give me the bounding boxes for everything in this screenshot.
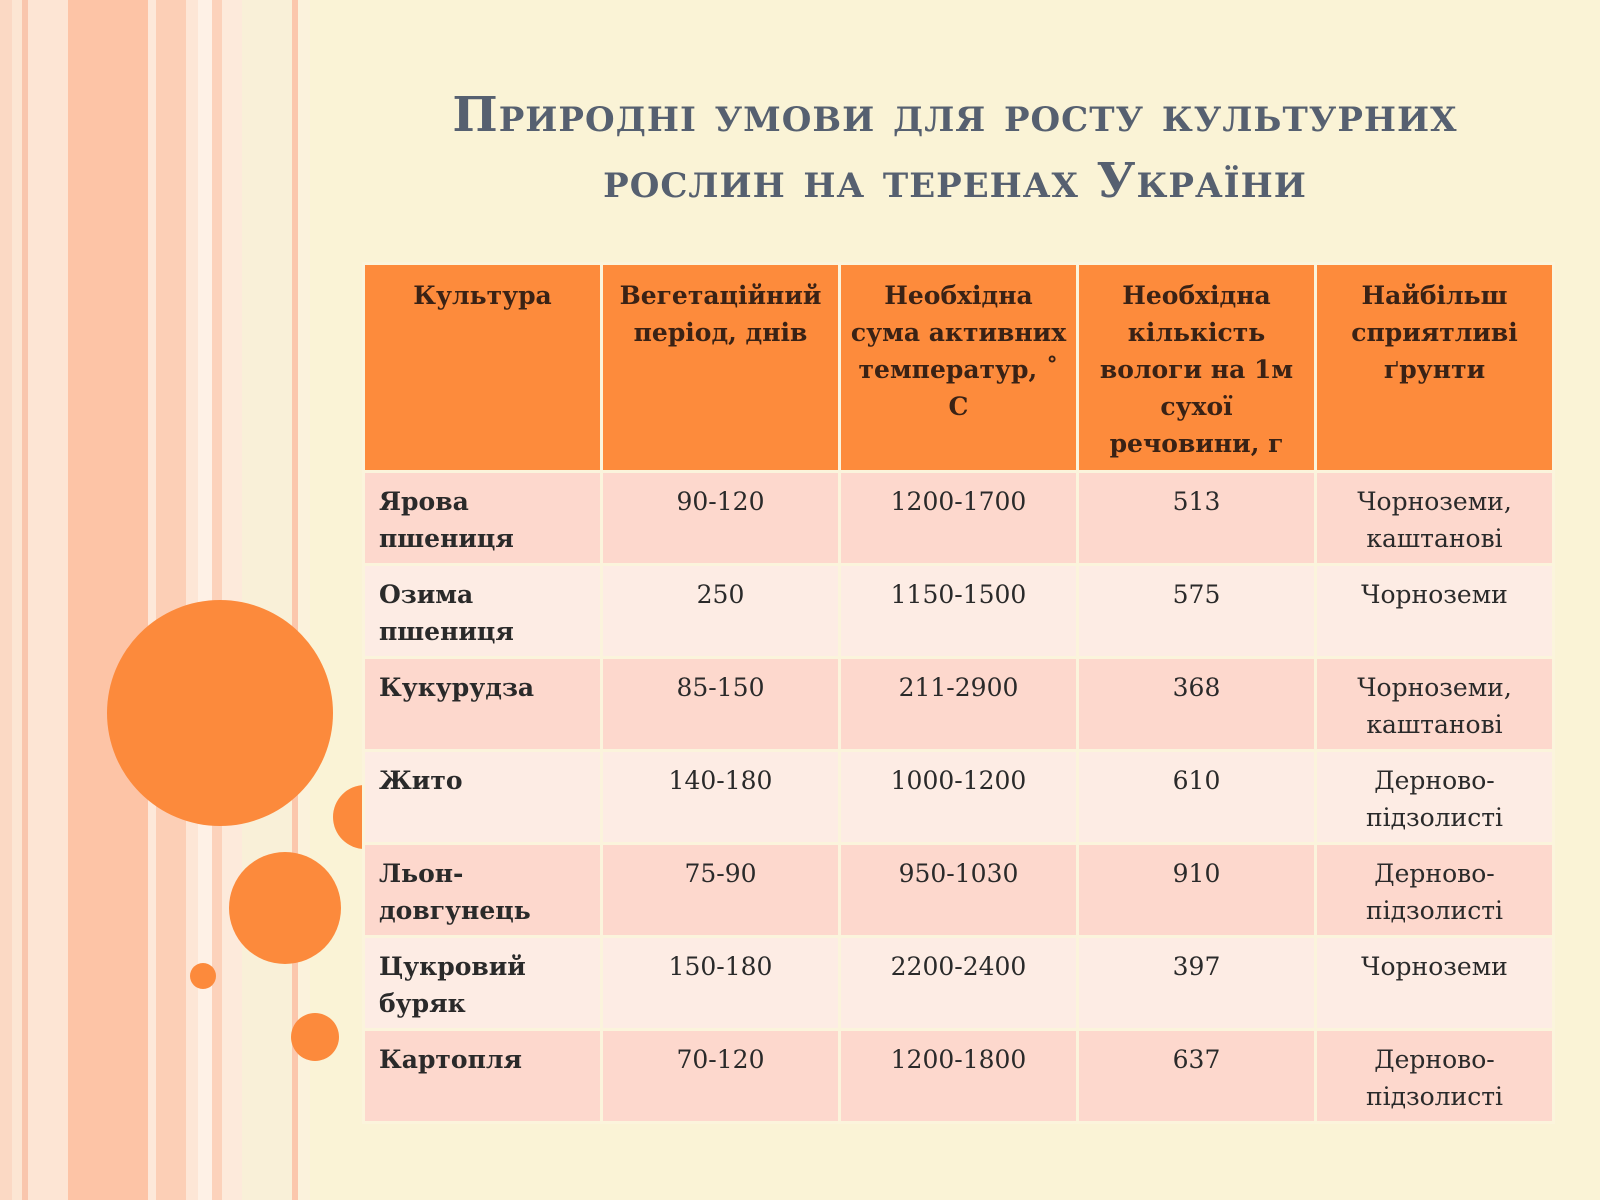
- cell-soil: Дерново-підзолисті: [1316, 1030, 1554, 1123]
- cell-soil: Чорноземи: [1316, 565, 1554, 658]
- cell-temperature: 950-1030: [840, 844, 1078, 937]
- decorative-circle-large: [107, 600, 333, 826]
- header-active-temperature: Необхідна сума активних температур, ˚ С: [840, 264, 1078, 472]
- cell-soil: Чорноземи, каштанові: [1316, 658, 1554, 751]
- decorative-stripes: [0, 0, 310, 1200]
- cell-crop: Кукурудза: [364, 658, 602, 751]
- cell-moisture: 575: [1078, 565, 1316, 658]
- cell-moisture: 637: [1078, 1030, 1316, 1123]
- cell-temperature: 211-2900: [840, 658, 1078, 751]
- cell-period: 85-150: [602, 658, 840, 751]
- cell-moisture: 910: [1078, 844, 1316, 937]
- table-row: [364, 937, 1554, 1030]
- cell-temperature: 1150-1500: [840, 565, 1078, 658]
- cell-moisture: 513: [1078, 472, 1316, 565]
- cell-crop: Жито: [364, 751, 602, 844]
- cell-moisture: 397: [1078, 937, 1316, 1030]
- decorative-circle-small: [291, 1013, 339, 1061]
- header-crop: Культура: [364, 264, 602, 472]
- cell-temperature: 1200-1800: [840, 1030, 1078, 1123]
- table-row: [364, 472, 1554, 565]
- cell-period: 70-120: [602, 1030, 840, 1123]
- cell-period: 75-90: [602, 844, 840, 937]
- header-moisture: Необхідна кількість вологи на 1м сухої речовини, г: [1078, 264, 1316, 472]
- decorative-circle-medium: [229, 852, 341, 964]
- cell-temperature: 1200-1700: [840, 472, 1078, 565]
- cell-period: 150-180: [602, 937, 840, 1030]
- cell-crop: Озима пшениця: [364, 565, 602, 658]
- header-vegetation-period: Вегетаційний період, днів: [602, 264, 840, 472]
- slide-title-line1: Природні умови для росту культурних: [452, 87, 1458, 143]
- header-soils: Найбільш сприятливі ґрунти: [1316, 264, 1554, 472]
- table-row: [364, 844, 1554, 937]
- cell-crop: Картопля: [364, 1030, 602, 1123]
- table-header-row: [364, 264, 1554, 472]
- cell-crop: Цукровий буряк: [364, 937, 602, 1030]
- cell-period: 140-180: [602, 751, 840, 844]
- cell-soil: Дерново-підзолисті: [1316, 751, 1554, 844]
- slide-title-line2: рослин на теренах України: [603, 153, 1307, 209]
- cell-soil: Дерново-підзолисті: [1316, 844, 1554, 937]
- cell-crop: Ярова пшениця: [364, 472, 602, 565]
- cell-temperature: 2200-2400: [840, 937, 1078, 1030]
- cell-crop: Льон-довгунець: [364, 844, 602, 937]
- cell-period: 90-120: [602, 472, 840, 565]
- cell-temperature: 1000-1200: [840, 751, 1078, 844]
- table-row: [364, 751, 1554, 844]
- table-row: [364, 658, 1554, 751]
- cell-period: 250: [602, 565, 840, 658]
- cell-soil: Чорноземи: [1316, 937, 1554, 1030]
- cell-moisture: 610: [1078, 751, 1316, 844]
- decorative-circle-tiny: [190, 963, 216, 989]
- table-row: [364, 1030, 1554, 1123]
- table-row: [364, 565, 1554, 658]
- slide-title: [330, 82, 1580, 214]
- cell-moisture: 368: [1078, 658, 1316, 751]
- cell-soil: Чорноземи, каштанові: [1316, 472, 1554, 565]
- crop-conditions-table: [362, 262, 1555, 1124]
